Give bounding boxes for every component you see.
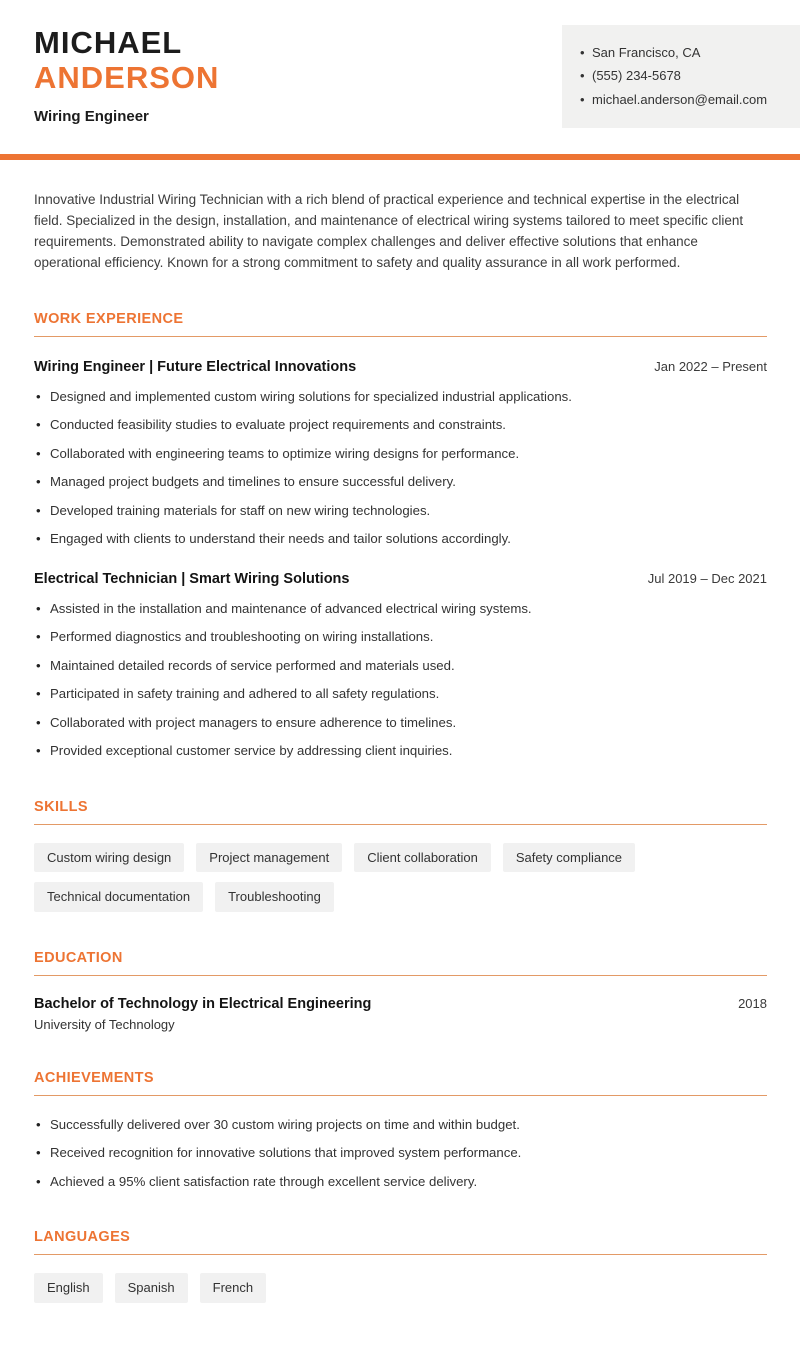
section-languages: [34, 1229, 767, 1303]
school: University of Technology: [34, 1016, 175, 1032]
contact-item-phone: • (555) 234-5678: [580, 68, 784, 84]
achievement-item: • Received recognition for innovative solutions that improved system performance.: [34, 1144, 767, 1162]
skill-tag: Technical documentation: [34, 882, 203, 912]
skill-tag: Project management: [196, 843, 342, 873]
resume-body: [0, 189, 800, 1353]
education-entry: [34, 996, 767, 1032]
bullet-item: • Participated in safety training and adhered to all safety regulations.: [34, 685, 767, 703]
degree: Bachelor of Technology in Electrical Engineering: [34, 995, 372, 1012]
bullet-item: • Collaborated with project managers to ensure adherence to timelines.: [34, 714, 767, 732]
last-name: ANDERSON: [34, 60, 220, 96]
bullet-item: • Designed and implemented custom wiring solutions for specialized industrial applications.: [34, 388, 767, 406]
skill-tag: Client collaboration: [354, 843, 491, 873]
language-tag: Spanish: [115, 1273, 188, 1303]
bullet-item: • Provided exceptional customer service by addressing client inquiries.: [34, 742, 767, 760]
bullet-item: • Assisted in the installation and maintenance of advanced electrical wiring systems.: [34, 600, 767, 618]
bullet-item: • Performed diagnostics and troubleshooting on wiring installations.: [34, 628, 767, 646]
job-dates: Jan 2022 – Present: [654, 358, 767, 374]
bullet-item: • Conducted feasibility studies to evaluate project requirements and constraints.: [34, 416, 767, 434]
resume-header: [0, 0, 800, 128]
job-header: [34, 571, 767, 587]
skill-tag: Custom wiring design: [34, 843, 184, 873]
header-left: [34, 25, 219, 125]
section-work-experience: [34, 311, 767, 761]
graduation-year: 2018: [738, 995, 767, 1011]
job-entry: [34, 571, 767, 761]
achievements-list: [34, 1116, 767, 1191]
languages-tag-row: [34, 1273, 767, 1303]
contact-item-location: • San Francisco, CA: [580, 45, 784, 61]
education-header: [34, 996, 767, 1012]
language-tag: English: [34, 1273, 103, 1303]
section-skills: [34, 799, 767, 912]
job-header: [34, 359, 767, 375]
contact-item-email: • michael.anderson@email.com: [580, 92, 784, 108]
accent-bar: [0, 154, 800, 160]
job-bullet-list: [34, 600, 767, 761]
bullet-item: • Maintained detailed records of service performed and materials used.: [34, 657, 767, 675]
contact-list: [580, 45, 784, 108]
job-entry: [34, 359, 767, 549]
job-title-line: Electrical Technician | Smart Wiring Solutions: [34, 570, 350, 587]
candidate-job-title: Wiring Engineer: [34, 108, 149, 126]
bullet-item: • Developed training materials for staff on new wiring technologies.: [34, 502, 767, 520]
language-tag: French: [200, 1273, 266, 1303]
bullet-item: • Engaged with clients to understand their needs and tailor solutions accordingly.: [34, 530, 767, 548]
contact-card: [562, 25, 800, 128]
skills-tag-row: [34, 843, 767, 912]
section-title-education: EDUCATION: [34, 950, 767, 976]
achievement-item: • Successfully delivered over 30 custom wiring projects on time and within budget.: [34, 1116, 767, 1134]
summary-text: Innovative Industrial Wiring Technician with a rich blend of practical experience and technical expertise in the electrical field. Specialized in the design, installation, and maintenance of electrical wiring systems tailored to meet specific client requirements. Demonstrated ability to navigate complex challenges and deliver effective solutions that enhance operational efficiency. Known for a strong commitment to safety and quality assurance in all work performed.: [34, 191, 744, 270]
achievement-item: • Achieved a 95% client satisfaction rate through excellent service delivery.: [34, 1173, 767, 1191]
job-title-line: Wiring Engineer | Future Electrical Innovations: [34, 358, 357, 375]
section-title-languages: LANGUAGES: [34, 1229, 767, 1255]
job-dates: Jul 2019 – Dec 2021: [647, 570, 767, 586]
skill-tag: Troubleshooting: [215, 882, 334, 912]
section-achievements: [34, 1070, 767, 1191]
section-title-achievements: ACHIEVEMENTS: [34, 1070, 767, 1096]
job-bullet-list: [34, 388, 767, 549]
bullet-item: • Managed project budgets and timelines to ensure successful delivery.: [34, 473, 767, 491]
candidate-name: [34, 25, 219, 95]
bullet-item: • Collaborated with engineering teams to optimize wiring designs for performance.: [34, 445, 767, 463]
section-title-skills: SKILLS: [34, 799, 767, 825]
skill-tag: Safety compliance: [503, 843, 635, 873]
first-name: MICHAEL: [34, 25, 183, 60]
section-title-work-experience: WORK EXPERIENCE: [34, 311, 767, 337]
section-education: [34, 950, 767, 1032]
